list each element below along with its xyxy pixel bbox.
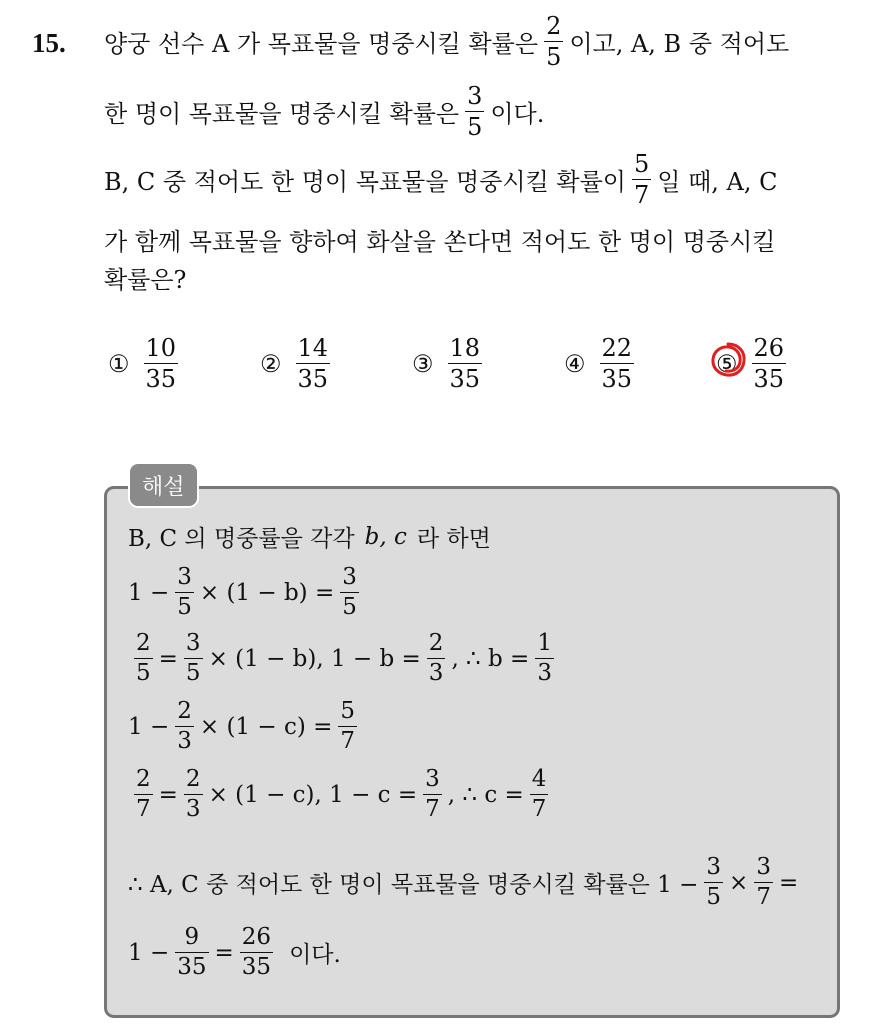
- fraction: $\frac{3}{5}$: [467, 82, 483, 141]
- question-line-5: [104, 260, 186, 295]
- choice-3[interactable]: [412, 336, 488, 391]
- fraction: $\frac{3}{5}$: [177, 564, 192, 620]
- fraction: $\frac{3}{5}$: [706, 854, 722, 910]
- solution-final: 1 − $\frac{9}{35}$ = $\frac{26}{35}$ 이다.: [128, 924, 341, 980]
- fraction: $\frac{3}{5}$: [185, 630, 201, 686]
- question-line-4: [104, 222, 775, 257]
- choice-number: ⑤: [716, 350, 738, 378]
- fraction: $\frac{9}{35}$: [177, 924, 207, 980]
- fraction: $\frac{2}{5}$: [136, 630, 151, 686]
- choice-4[interactable]: [564, 336, 640, 391]
- fraction: $\frac{4}{7}$: [531, 766, 547, 822]
- question-text: B, C 중 적어도 한 명이 목표물을 명중시킬 확률이: [104, 168, 626, 196]
- question-text: 양궁 선수 A 가 목표물을 명중시킬 확률은: [104, 30, 539, 58]
- fraction: $\frac{22}{35}$: [601, 334, 633, 393]
- fraction: $\frac{26}{35}$: [241, 924, 272, 980]
- question-line-2: [104, 84, 544, 139]
- choice-5[interactable]: [716, 336, 792, 391]
- fraction: $\frac{3}{7}$: [756, 854, 771, 910]
- question-number: 15.: [32, 28, 66, 58]
- solution-tag: 해설: [128, 462, 199, 508]
- choice-number: ③: [412, 349, 434, 378]
- choice-2[interactable]: [260, 336, 336, 391]
- choice-1[interactable]: [108, 336, 184, 391]
- question-line-1: [104, 14, 789, 69]
- fraction: $\frac{2}{3}$: [177, 698, 192, 754]
- fraction: $\frac{26}{35}$: [753, 334, 785, 393]
- answer-circle-mark-icon: [706, 338, 750, 382]
- choice-number: ①: [108, 349, 130, 378]
- solution-intro: B, C 의 명중률을 각각 b, c 라 하면: [128, 523, 491, 552]
- solution-eq-2: $\frac{2}{5}$ = $\frac{3}{5}$ × (1 − b), 1 − b = $\frac{2}{3}$ , ∴ b = $\frac{1}{3}$: [136, 630, 552, 686]
- fraction: $\frac{3}{7}$: [425, 766, 440, 822]
- fraction: $\frac{3}{5}$: [342, 564, 357, 620]
- solution-eq-3: 1 − $\frac{2}{3}$ × (1 − c) = $\frac{5}{7}$: [128, 698, 356, 754]
- question-text: 한 명이 목표물을 명중시킬 확률은: [104, 100, 460, 128]
- choice-number: ④: [564, 349, 586, 378]
- fraction: $\frac{2}{3}$: [185, 766, 201, 822]
- fraction: $\frac{2}{3}$: [428, 630, 444, 686]
- question-text: 확률은?: [104, 266, 187, 294]
- solution-eq-4: $\frac{2}{7}$ = $\frac{2}{3}$ × (1 − c), 1 − c = $\frac{3}{7}$ , ∴ c = $\frac{4}{7}$: [136, 766, 547, 822]
- choice-number: ②: [260, 349, 282, 378]
- fraction: $\frac{18}{35}$: [449, 334, 481, 393]
- fraction: $\frac{14}{35}$: [297, 334, 329, 393]
- question-text: 일 때, A, C: [657, 168, 778, 196]
- fraction: $\frac{5}{7}$: [633, 150, 650, 209]
- fraction: $\frac{1}{3}$: [537, 630, 552, 686]
- solution-conclusion: ∴ A, C 중 적어도 한 명이 목표물을 명중시킬 확률은 1 − $\frac{3}{5}$ × $\frac{3}{7}$ =: [128, 854, 799, 910]
- fraction: $\frac{2}{5}$: [546, 12, 562, 71]
- fraction: $\frac{5}{7}$: [340, 698, 356, 754]
- answer-choices: [108, 336, 828, 396]
- question-text: 이고, A, B 중 적어도: [569, 30, 790, 58]
- question-line-3: [104, 152, 777, 207]
- question-text: 이다.: [490, 100, 545, 128]
- fraction: $\frac{2}{7}$: [136, 766, 151, 822]
- solution-eq-1: 1 − $\frac{3}{5}$ × (1 − b) = $\frac{3}{5}$: [128, 564, 357, 620]
- question-text: 가 함께 목표물을 향하여 화살을 쏜다면 적어도 한 명이 명중시킬: [104, 228, 776, 256]
- fraction: $\frac{10}{35}$: [145, 334, 177, 393]
